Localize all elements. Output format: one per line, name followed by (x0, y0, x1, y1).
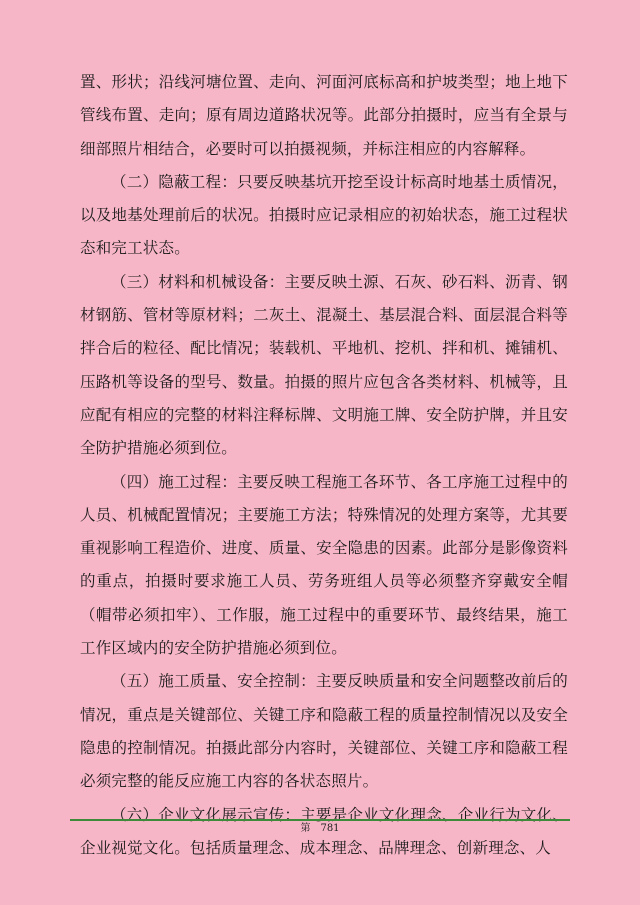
paragraph-continuation: 置、形状；沿线河塘位置、走向、河面河底标高和护坡类型；地上地下管线布置、走向；原有周边道路状况等。此部分拍摄时，应当有全景与细部照片相结合，必要时可以拍摄视频，并标注相应的内容解释。 (80, 73, 568, 158)
body-text (80, 66, 568, 865)
paragraph-corporate-culture: （六）企业文化展示宣传：主要是企业文化理念、企业行为文化、企业视觉文化。包括质量理念、成本理念、品牌理念、创新理念、人 (80, 805, 568, 857)
paragraph-materials-equipment: （三）材料和机械设备：主要反映土源、石灰、砂石料、沥青、钢材钢筋、管材等原材料；二灰土、混凝土、基层混合料、面层混合料等拌合后的粒径、配比情况；装载机、平地机、挖机、拌和机、摊铺机、压路机等设备的型号、数量。拍摄的照片应包含各类材料、机械等，且应配有相应的完整的材料注释标牌、文明施工牌、安全防护牌，并且安全防护措施必须到位。 (80, 272, 568, 458)
paragraph-construction-process: （四）施工过程：主要反映工程施工各环节、各工序施工过程中的人员、机械配置情况；主要施工方法；特殊情况的处理方案等，尤其要重视影响工程造价、进度、质量、安全隐患的因素。此部分是影像资料的重点，拍摄时要求施工人员、劳务班组人员等必须整齐穿戴安全帽（帽带必须扣牢）、工作服，施工过程中的重要环节、最终结果，施工工作区域内的安全防护措施必须到位。 (80, 472, 568, 658)
paragraph-quality-safety: （五）施工质量、安全控制：主要反映质量和安全问题整改前后的情况，重点是关键部位、关键工序和隐蔽工程的质量控制情况以及安全隐患的控制情况。拍摄此部分内容时，关键部位、关键工序和隐蔽工程必须完整的能反应施工内容的各状态照片。 (80, 672, 568, 791)
page-number: 第 781 (300, 823, 340, 834)
paragraph-concealed-works: （二）隐蔽工程：只要反映基坑开挖至设计标高时地基土质情况，以及地基处理前后的状况。拍摄时应记录相应的初始状态，施工过程状态和完工状态。 (80, 172, 568, 258)
footer-divider (70, 819, 570, 821)
